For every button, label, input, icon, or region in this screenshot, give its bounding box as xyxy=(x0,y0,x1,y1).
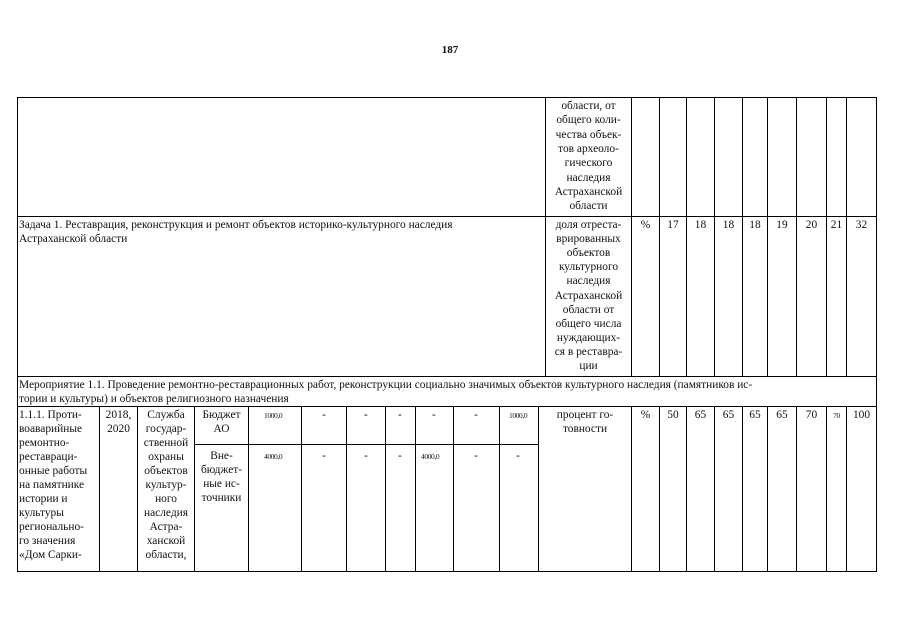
row0-indicator-3: чества объек- xyxy=(555,129,622,141)
item-value-5: 65 xyxy=(776,409,788,421)
row0-indicator-5: гического xyxy=(564,157,613,169)
col-v7-left xyxy=(826,97,827,376)
task1-indicator-5: наследия xyxy=(566,275,611,287)
row0-indicator-1: области, от xyxy=(561,100,616,112)
item-value-6: 70 xyxy=(805,409,818,421)
item-name-2: воаварийные xyxy=(19,423,83,435)
col-v5-left-item xyxy=(767,406,768,571)
item-executor-3: ственной xyxy=(143,437,189,449)
item-name-1: 1.1.1. Проти- xyxy=(19,409,82,421)
table-border-left xyxy=(17,97,18,571)
item-executor-2: государ- xyxy=(145,423,187,435)
col-f4-left xyxy=(385,406,386,571)
col-v4-left-item xyxy=(742,406,743,571)
col-v4-left xyxy=(742,97,743,376)
col-v3-left-item xyxy=(714,406,715,571)
source1-value-1: 1000,0 xyxy=(264,411,283,420)
item-executor-5: объектов xyxy=(144,465,188,477)
col-v6-left xyxy=(796,97,797,376)
col-v7-left-item xyxy=(826,406,827,571)
source1-value-5: - xyxy=(432,409,436,421)
source2-value-1: 4000,0 xyxy=(264,452,283,461)
item-indicator-2: товности xyxy=(562,423,608,435)
task1-indicator-10: ся в реставра- xyxy=(554,346,623,358)
item-name-4: реставраци- xyxy=(19,451,78,463)
row0-indicator-6: наследия xyxy=(566,172,611,184)
task1-indicator-9: нуждающих- xyxy=(556,332,621,344)
source1-label-1: Бюджет xyxy=(202,409,241,421)
source2-value-7: - xyxy=(516,450,520,462)
task1-value-8: 32 xyxy=(855,219,868,231)
item-executor-9: Астра- xyxy=(149,521,183,533)
source2-label-1: Вне- xyxy=(210,450,233,462)
task1-indicator-3: объектов xyxy=(566,247,611,259)
source2-value-6: - xyxy=(474,450,478,462)
col-f6-left xyxy=(453,406,454,571)
task1-indicator-8: общего числа xyxy=(555,318,622,330)
item-years-2: 2020 xyxy=(107,423,130,435)
item-value-4: 65 xyxy=(749,409,761,421)
source1-value-4: - xyxy=(398,409,402,421)
item-name-8: культуры xyxy=(19,507,64,519)
row-divider-item xyxy=(17,406,877,407)
task1-value-5: 19 xyxy=(776,219,788,231)
source1-label-2: АО xyxy=(213,423,230,435)
col-f3-left xyxy=(346,406,347,571)
item-executor-7: ного xyxy=(155,493,177,505)
item-value-2: 65 xyxy=(694,409,707,421)
item-executor-4: охраны xyxy=(148,451,184,463)
task1-value-3: 18 xyxy=(722,219,735,231)
col-v5-left xyxy=(767,97,768,376)
item-unit: % xyxy=(640,409,651,421)
item-years-1: 2018, xyxy=(105,409,132,421)
measure-title-line2: тории и культуры) и объектов религиозного назначения xyxy=(19,393,289,405)
row-divider-task xyxy=(17,216,877,217)
col-f2-left xyxy=(301,406,302,571)
col-v1-left xyxy=(659,97,660,376)
source2-label-4: точники xyxy=(201,492,242,504)
item-executor-10: ханской xyxy=(146,535,186,547)
item-value-1: 50 xyxy=(667,409,679,421)
item-name-7: истории и xyxy=(19,493,68,505)
item-value-7: 70 xyxy=(833,411,840,420)
task1-indicator-7: области от xyxy=(562,304,615,316)
col-unit-left xyxy=(631,97,632,376)
item-value-8: 100 xyxy=(852,409,871,421)
task1-indicator-2: врированных xyxy=(556,233,621,245)
task1-indicator-1: доля отреста- xyxy=(555,219,622,231)
item-value-3: 65 xyxy=(722,409,735,421)
col-v8-left-item xyxy=(846,406,847,571)
item-name-11: «Дом Сарки- xyxy=(19,549,82,561)
row-divider-measure xyxy=(17,376,877,377)
task1-value-1: 17 xyxy=(667,219,679,231)
col-v2-left-item xyxy=(686,406,687,571)
measure-title-line1: Мероприятие 1.1. Проведение ремонтно-реставрационных работ, реконструкции социально значимых объектов культурного наследия (памятников ис- xyxy=(19,379,753,391)
task1-value-6: 20 xyxy=(805,219,818,231)
item-executor-8: наследия xyxy=(144,507,188,519)
item-name-5: онные работы xyxy=(19,465,88,477)
row0-indicator-4: тов археоло- xyxy=(558,143,619,155)
row0-indicator-8: области xyxy=(569,200,608,212)
task1-indicator-6: Астраханской xyxy=(554,290,623,302)
col-v6-left-item xyxy=(796,406,797,571)
table-border-bottom xyxy=(17,571,877,572)
item-name-9: регионально- xyxy=(19,521,84,533)
task1-title-line2: Астраханской области xyxy=(19,233,128,245)
item-name-3: ремонтно- xyxy=(19,437,70,449)
col-unit-left-item xyxy=(631,406,632,571)
row0-indicator-7: Астраханской xyxy=(554,186,623,198)
col-f7-left xyxy=(499,406,500,571)
row0-indicator-2: общего коли- xyxy=(556,114,621,126)
source2-value-2: - xyxy=(322,450,326,462)
task1-unit: % xyxy=(640,219,651,231)
table-border-right xyxy=(876,97,877,571)
item-name-10: го значения xyxy=(19,535,76,547)
source1-value-3: - xyxy=(364,409,368,421)
task1-value-4: 18 xyxy=(749,219,761,231)
item-name-6: на памятнике xyxy=(19,479,85,491)
item-executor-6: культур- xyxy=(145,479,187,491)
task1-title-line1: Задача 1. Реставрация, реконструкция и ремонт объектов историко-культурного наследия xyxy=(19,219,453,231)
page-number: 187 xyxy=(441,44,459,56)
item-indicator-1: процент го- xyxy=(556,409,614,421)
table-border-top xyxy=(17,97,877,98)
col-v2-left xyxy=(686,97,687,376)
source2-label-2: бюджет- xyxy=(200,464,243,476)
item-executor-1: Служба xyxy=(147,409,185,421)
task1-indicator-11: ции xyxy=(579,360,598,372)
source2-value-4: - xyxy=(398,450,402,462)
task1-value-2: 18 xyxy=(694,219,707,231)
source1-value-2: - xyxy=(322,409,326,421)
task1-value-7: 21 xyxy=(830,219,843,231)
source2-label-3: ные ис- xyxy=(203,478,240,490)
source2-value-5: 4000,0 xyxy=(421,452,440,461)
col-v8-left xyxy=(846,97,847,376)
source-divider xyxy=(194,444,538,445)
col-f1-left xyxy=(248,406,249,571)
source2-value-3: - xyxy=(364,450,368,462)
source1-value-6: - xyxy=(474,409,478,421)
source1-value-7: 1000,0 xyxy=(509,411,528,420)
col-v3-left xyxy=(714,97,715,376)
item-executor-11: области, xyxy=(145,549,187,561)
task1-indicator-4: культурного xyxy=(558,261,619,273)
col-f5-left xyxy=(415,406,416,571)
col-v1-left-item xyxy=(659,406,660,571)
